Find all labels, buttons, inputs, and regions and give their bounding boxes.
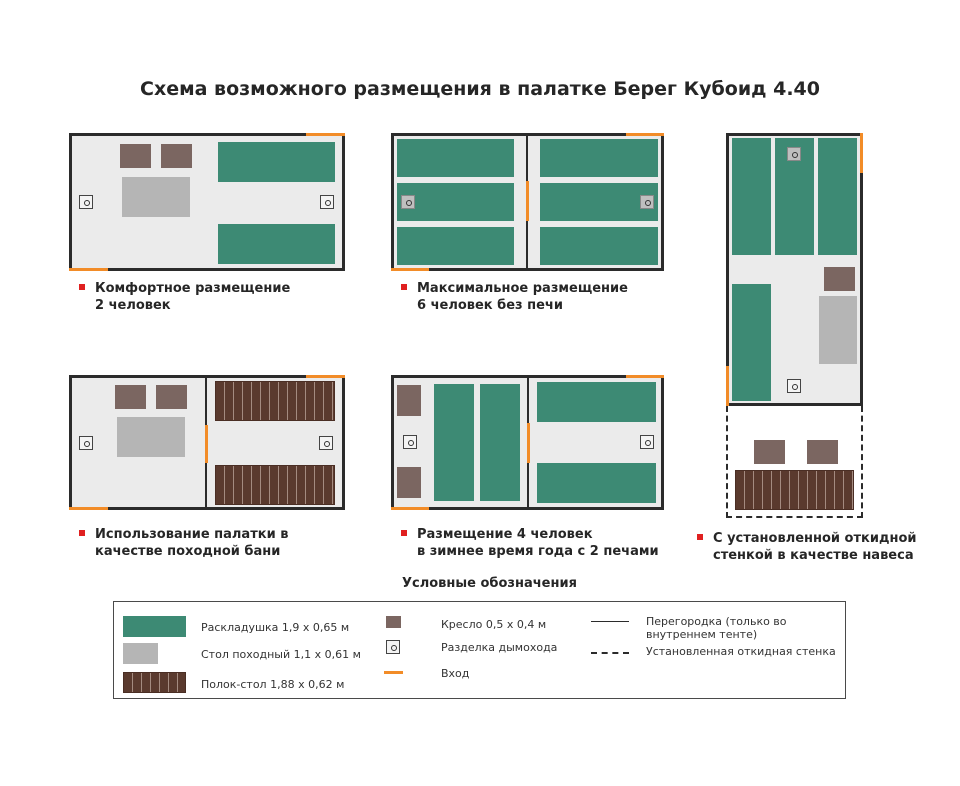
legend-chair-swatch [386, 616, 401, 628]
legend-partition-line [591, 621, 629, 622]
bench-table [735, 470, 854, 510]
layout-sauna [69, 375, 345, 510]
legend-box [113, 601, 846, 699]
chimney-pass-icon [401, 195, 415, 209]
legend-partition-label: Перегородка (только во внутреннем тенте) [646, 615, 787, 641]
entrance-mark [391, 507, 429, 510]
camp-table [122, 177, 190, 217]
layout-caption: Использование палатки в качестве походной бани [79, 526, 288, 560]
entrance-mark [69, 268, 108, 271]
cot [218, 142, 335, 182]
chimney-pass-icon [319, 436, 333, 450]
layout-caption: Размещение 4 человек в зимнее время года с 2 печами [401, 526, 659, 560]
cot [540, 227, 658, 265]
cot [540, 139, 658, 177]
entrance-mark [526, 181, 529, 221]
chimney-pass-icon [403, 435, 417, 449]
chimney-pass-icon [79, 195, 93, 209]
legend-entrance-mark [384, 671, 403, 674]
chimney-pass-icon [79, 436, 93, 450]
entrance-mark [626, 133, 664, 136]
cot [397, 227, 514, 265]
layout-winter [391, 375, 664, 510]
entrance-mark [306, 375, 345, 378]
cot [732, 138, 771, 255]
chimney-pass-icon [640, 195, 654, 209]
legend-entrance-label: Вход [441, 667, 470, 680]
entrance-mark [205, 425, 208, 463]
cot [732, 284, 771, 401]
bench-table [215, 465, 335, 505]
camp-table [819, 296, 857, 364]
cot [480, 384, 520, 501]
bullet-marker [401, 284, 407, 290]
layout-caption: Максимальное размещение 6 человек без печи [401, 280, 628, 314]
entrance-mark [306, 133, 345, 136]
legend-bench-label: Полок-стол 1,88 x 0,62 м [201, 678, 345, 691]
chair [397, 385, 421, 416]
page-title: Схема возможного размещения в палатке Берег Кубоид 4.40 [140, 78, 820, 100]
bullet-marker [79, 530, 85, 536]
entrance-mark [391, 268, 429, 271]
bullet-marker [79, 284, 85, 290]
bullet-marker [401, 530, 407, 536]
layout-maximum [391, 133, 664, 271]
layout-awning [726, 133, 863, 518]
legend-chimney-pass-icon [386, 640, 400, 654]
chimney-pass-icon [787, 379, 801, 393]
chair [754, 440, 785, 464]
layout-comfort [69, 133, 345, 271]
legend-table-swatch [123, 643, 158, 664]
awning-wall-dashed [861, 406, 863, 518]
entrance-mark [69, 507, 108, 510]
legend-awning-wall-label: Установленная откидная стенка [646, 645, 836, 658]
cot [537, 463, 656, 503]
legend-table-label: Стол походный 1,1 x 0,61 м [201, 648, 361, 661]
chair [807, 440, 838, 464]
cot [818, 138, 857, 255]
legend-pipe-label: Разделка дымохода [441, 641, 558, 654]
legend-bench-swatch [123, 672, 186, 693]
cot [537, 382, 656, 422]
cot [218, 224, 335, 264]
layout-caption: С установленной откидной стенкой в качестве навеса [697, 530, 916, 564]
legend-title: Условные обозначения [402, 576, 577, 591]
chair [115, 385, 146, 409]
chair [120, 144, 151, 168]
entrance-mark [527, 423, 530, 463]
chair [824, 267, 855, 291]
legend-cot-label: Раскладушка 1,9 x 0,65 м [201, 621, 350, 634]
layout-caption: Комфортное размещение 2 человек [79, 280, 290, 314]
chair [156, 385, 187, 409]
chimney-pass-icon [640, 435, 654, 449]
legend-awning-wall-line [591, 652, 629, 654]
cot [434, 384, 474, 501]
entrance-mark [626, 375, 664, 378]
legend-chair-label: Кресло 0,5 x 0,4 м [441, 618, 547, 631]
awning-wall-dashed [726, 406, 728, 518]
cot [397, 139, 514, 177]
camp-table [117, 417, 185, 457]
bullet-marker [697, 534, 703, 540]
awning-wall-dashed [726, 516, 863, 518]
chimney-pass-icon [787, 147, 801, 161]
chair [161, 144, 192, 168]
chair [397, 467, 421, 498]
legend-cot-swatch [123, 616, 186, 637]
chimney-pass-icon [320, 195, 334, 209]
bench-table [215, 381, 335, 421]
entrance-mark [726, 366, 729, 406]
entrance-mark [860, 133, 863, 173]
